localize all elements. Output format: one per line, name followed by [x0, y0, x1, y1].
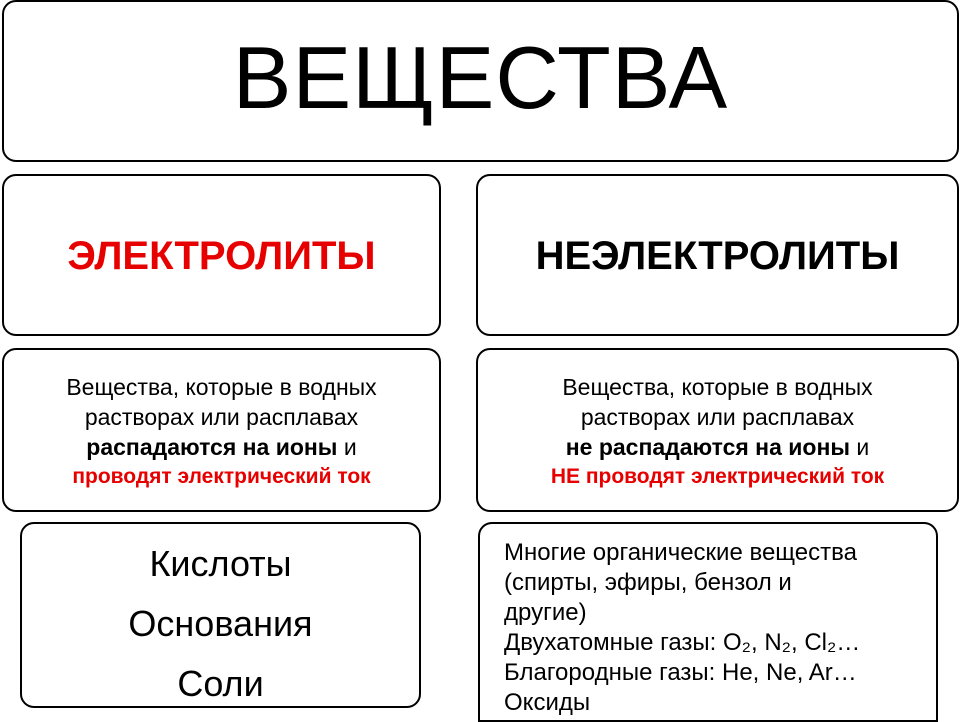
nonelectrolytes-title: НЕЭЛЕКТРОЛИТЫ: [535, 233, 900, 278]
example-item: Основания: [128, 603, 313, 644]
nonelectrolytes-examples: [504, 538, 930, 718]
definition-line: растворах или расплавах: [84, 404, 359, 430]
example-item: (спирты, эфиры, бензол и: [504, 569, 792, 596]
electrolytes-title: ЭЛЕКТРОЛИТЫ: [67, 233, 376, 278]
electrolytes-examples: [22, 534, 419, 708]
example-item: Соли: [177, 663, 264, 704]
definition-tail-text: и: [849, 434, 870, 460]
example-item: Многие органические вещества: [504, 539, 857, 566]
definition-bold-text: не распадаются на ионы: [565, 434, 850, 460]
definition-red-line: НЕ проводят электрический ток: [550, 465, 885, 488]
example-item: Кислоты: [149, 543, 292, 584]
root-title: ВЕЩЕСТВА: [232, 28, 729, 127]
definition-line: растворах или расплавах: [580, 404, 855, 430]
example-item: Благородные газы: He, Ne, Ar…: [504, 659, 857, 686]
definition-tail-text: и: [337, 434, 357, 460]
definition-line: [4, 432, 439, 462]
definition-bold-text: распадаются на ионы: [86, 434, 338, 460]
nonelectrolytes-box: [476, 174, 959, 336]
electrolytes-definition: [4, 372, 439, 492]
electrolytes-definition-box: [2, 348, 441, 512]
example-item: Оксиды: [504, 689, 591, 716]
electrolytes-examples-box: [20, 522, 421, 708]
example-item: Двухатомные газы: O₂, N₂, Cl₂…: [504, 629, 861, 656]
definition-line: Вещества, которые в водных: [66, 374, 377, 400]
nonelectrolytes-definition: [478, 372, 957, 492]
nonelectrolytes-examples-box: [478, 522, 938, 722]
definition-line: [478, 432, 957, 462]
example-item: другие): [504, 599, 587, 626]
electrolytes-box: [2, 174, 441, 336]
definition-line: Вещества, которые в водных: [562, 374, 873, 400]
definition-red-line: проводят электрический ток: [72, 465, 371, 488]
nonelectrolytes-definition-box: [476, 348, 959, 512]
root-box: [2, 0, 959, 162]
